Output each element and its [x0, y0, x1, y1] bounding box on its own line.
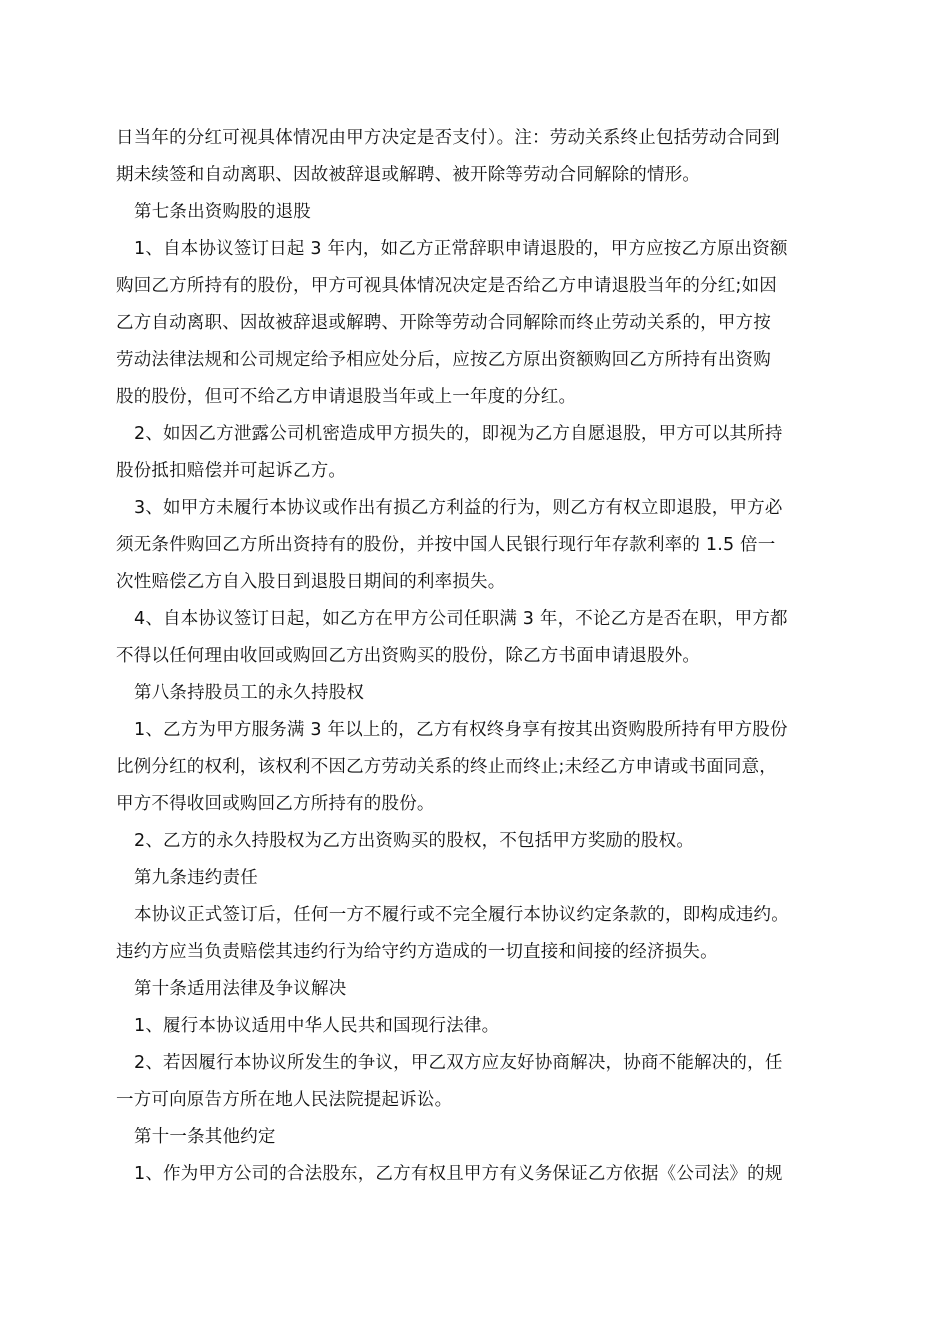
- document-line: 第八条持股员工的永久持股权: [134, 683, 365, 703]
- document-line: 第十条适用法律及争议解决: [134, 979, 347, 999]
- document-line: 股份抵扣赔偿并可起诉乙方。: [116, 461, 347, 481]
- document-line: 次性赔偿乙方自入股日到退股日期间的利率损失。: [116, 572, 506, 592]
- document-line: 1、履行本协议适用中华人民共和国现行法律。: [134, 1016, 500, 1036]
- document-line: 第七条出资购股的退股: [134, 202, 311, 222]
- document-line: 2、如因乙方泄露公司机密造成甲方损失的，即视为乙方自愿退股，甲方可以其所持: [134, 424, 783, 444]
- document-line: 比例分红的权利，该权利不因乙方劳动关系的终止而终止;未经乙方申请或书面同意，: [116, 757, 777, 777]
- document-line: 甲方不得收回或购回乙方所持有的股份。: [116, 794, 435, 814]
- document-line: 股的股份，但可不给乙方申请退股当年或上一年度的分红。: [116, 387, 577, 407]
- document-line: 须无条件购回乙方所出资持有的股份，并按中国人民银行现行年存款利率的 1.5 倍一: [116, 535, 776, 555]
- document-line: 4、自本协议签订日起，如乙方在甲方公司任职满 3 年，不论乙方是否在职，甲方都: [134, 609, 788, 629]
- document-line: 不得以任何理由收回或购回乙方出资购买的股份，除乙方书面申请退股外。: [116, 646, 701, 666]
- document-line: 1、作为甲方公司的合法股东，乙方有权且甲方有义务保证乙方依据《公司法》的规: [134, 1164, 783, 1184]
- document-line: 1、乙方为甲方服务满 3 年以上的，乙方有权终身享有按其出资购股所持有甲方股份: [134, 720, 788, 740]
- document-body: [116, 120, 846, 1193]
- document-line: 违约方应当负责赔偿其违约行为给守约方造成的一切直接和间接的经济损失。: [116, 942, 718, 962]
- document-line: 乙方自动离职、因故被辞退或解聘、开除等劳动合同解除而终止劳动关系的，甲方按: [116, 313, 771, 333]
- document-line: 劳动法律法规和公司规定给予相应处分后，应按乙方原出资额购回乙方所持有出资购: [116, 350, 771, 370]
- document-line: 第十一条其他约定: [134, 1127, 276, 1147]
- document-line: 第九条违约责任: [134, 868, 258, 888]
- document-line: 2、若因履行本协议所发生的争议，甲乙双方应友好协商解决，协商不能解决的，任: [134, 1053, 783, 1073]
- document-line: 日当年的分红可视具体情况由甲方决定是否支付）。注：劳动关系终止包括劳动合同到: [116, 128, 780, 148]
- document-line: 购回乙方所持有的股份，甲方可视具体情况决定是否给乙方申请退股当年的分红;如因: [116, 276, 777, 296]
- document-line: 3、如甲方未履行本协议或作出有损乙方利益的行为，则乙方有权立即退股，甲方必: [134, 498, 783, 518]
- document-line: 期未续签和自动离职、因故被辞退或解聘、被开除等劳动合同解除的情形。: [116, 165, 701, 185]
- document-line: 本协议正式签订后，任何一方不履行或不完全履行本协议约定条款的，即构成违约。: [134, 905, 789, 925]
- document-line: 一方可向原告方所在地人民法院提起诉讼。: [116, 1090, 453, 1110]
- document-line: 2、乙方的永久持股权为乙方出资购买的股权，不包括甲方奖励的股权。: [134, 831, 695, 851]
- document-line: 1、自本协议签订日起 3 年内，如乙方正常辞职申请退股的，甲方应按乙方原出资额: [134, 239, 788, 259]
